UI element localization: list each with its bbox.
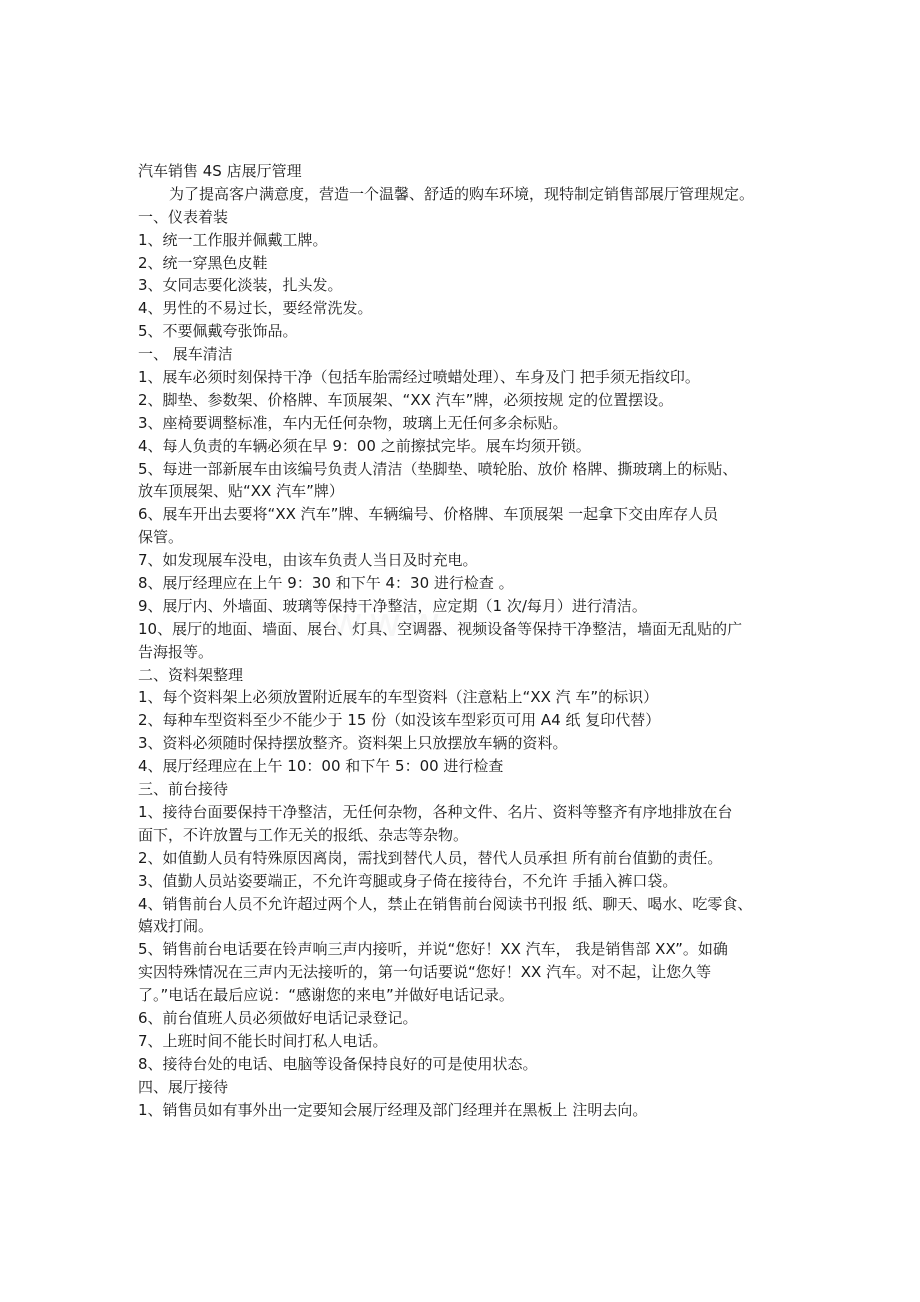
document-body (138, 160, 798, 1121)
document-line: 1、销售员如有事外出一定要知会展厅经理及部门经理并在黑板上 注明去向。 (138, 1100, 648, 1119)
document-line: 2、统一穿黑色皮鞋 (138, 253, 268, 272)
document-title: 汽车销售 4S 店展厅管理 (138, 162, 302, 180)
document-line: 8、接待台处的电话、电脑等设备保持良好的可是使用状态。 (138, 1054, 538, 1073)
intro-paragraph: 为了提高客户满意度，营造一个温馨、舒适的购车环境，现特制定销售部展厅管理规定。 (169, 184, 755, 203)
document-line: 1、统一工作服并佩戴工牌。 (138, 230, 328, 249)
document-line: 2、每种车型资料至少不能少于 15 份（如没该车型彩页可用 A4 纸 复印代替） (138, 711, 661, 730)
document-line: 3、值勤人员站姿要端正，不允许弯腿或身子倚在接待台，不允许 手插入裤口袋。 (138, 871, 678, 890)
document-line: 4、销售前台人员不允许超过两个人，禁止在销售前台阅读书刊报 纸、聊天、喝水、吃零食、 (138, 894, 753, 913)
document-line: 一、仪表着装 (138, 207, 229, 226)
document-line: 嬉戏打闹。 (138, 917, 214, 936)
document-line: 告海报等。 (138, 642, 214, 661)
document-line: 5、销售前台电话要在铃声响三声内接听，并说“您好！XX 汽车， 我是销售部 XX”。如确 (138, 940, 728, 959)
document-lines (138, 206, 798, 1122)
document-line: 7、上班时间不能长时间打私人电话。 (138, 1031, 388, 1050)
document-line: 1、每个资料架上必须放置附近展车的车型资料（注意粘上“XX 汽 车”的标识） (138, 688, 659, 707)
document-line: 10、展厅的地面、墙面、展台、灯具、空调器、视频设备等保持干净整洁，墙面无乱贴的广 (138, 619, 743, 638)
document-line: 放车顶展架、贴“XX 汽车”牌） (138, 482, 344, 501)
document-line: 3、座椅要调整标准，车内无任何杂物，玻璃上无任何多余标贴。 (138, 413, 568, 432)
document-line: 6、前台值班人员必须做好电话记录登记。 (138, 1008, 418, 1027)
document-line: 2、脚垫、参数架、价格牌、车顶展架、“XX 汽车”牌，必须按规 定的位置摆设。 (138, 390, 674, 409)
document-line: 9、展厅内、外墙面、玻璃等保持干净整洁，应定期（1 次/每月）进行清洁。 (138, 596, 647, 615)
document-line: 四、展厅接待 (138, 1077, 229, 1096)
document-line: 实因特殊情况在三声内无法接听的，第一句话要说“您好！XX 汽车。对不起，让您久等 (138, 963, 712, 982)
document-line: 保管。 (138, 528, 184, 547)
document-line: 三、前台接待 (138, 780, 229, 799)
document-line: 面下，不许放置与工作无关的报纸、杂志等杂物。 (138, 825, 469, 844)
document-line: 二、资料架整理 (138, 665, 244, 684)
document-line: 8、展厅经理应在上午 9：30 和下午 4：30 进行检查 。 (138, 574, 514, 593)
document-line: 4、每人负责的车辆必须在早 9：00 之前擦拭完毕。展车均须开锁。 (138, 436, 591, 455)
document-line: 5、不要佩戴夸张饰品。 (138, 322, 298, 341)
document-line: 一、 展车清洁 (138, 345, 233, 364)
document-line: 6、展车开出去要将“XX 汽车”牌、车辆编号、价格牌、车顶展架 一起拿下交由库存人员 (138, 505, 719, 524)
document-line: 4、男性的不易过长，要经常洗发。 (138, 299, 373, 318)
document-line: 2、如值勤人员有特殊原因离岗，需找到替代人员，替代人员承担 所有前台值勤的责任。 (138, 848, 723, 867)
document-line: 4、展厅经理应在上午 10：00 和下午 5：00 进行检查 (138, 757, 504, 776)
document-line: 1、展车必须时刻保持干净（包括车胎需经过喷蜡处理）、车身及门 把手须无指纹印。 (138, 368, 700, 387)
document-line: 了。”电话在最后应说：“感谢您的来电”并做好电话记录。 (138, 986, 514, 1005)
document-line: 5、每进一部新展车由该编号负责人清洁（垫脚垫、喷轮胎、放价 格牌、撕玻璃上的标贴、 (138, 459, 738, 478)
document-line: 3、资料必须随时保持摆放整齐。资料架上只放摆放车辆的资料。 (138, 734, 568, 753)
document-line: 7、如发现展车没电，由该车负责人当日及时充电。 (138, 551, 478, 570)
document-line: 3、女同志要化淡装，扎头发。 (138, 276, 343, 295)
document-line: 1、接待台面要保持干净整洁，无任何杂物，各种文件、名片、资料等整齐有序地排放在台 (138, 802, 733, 821)
